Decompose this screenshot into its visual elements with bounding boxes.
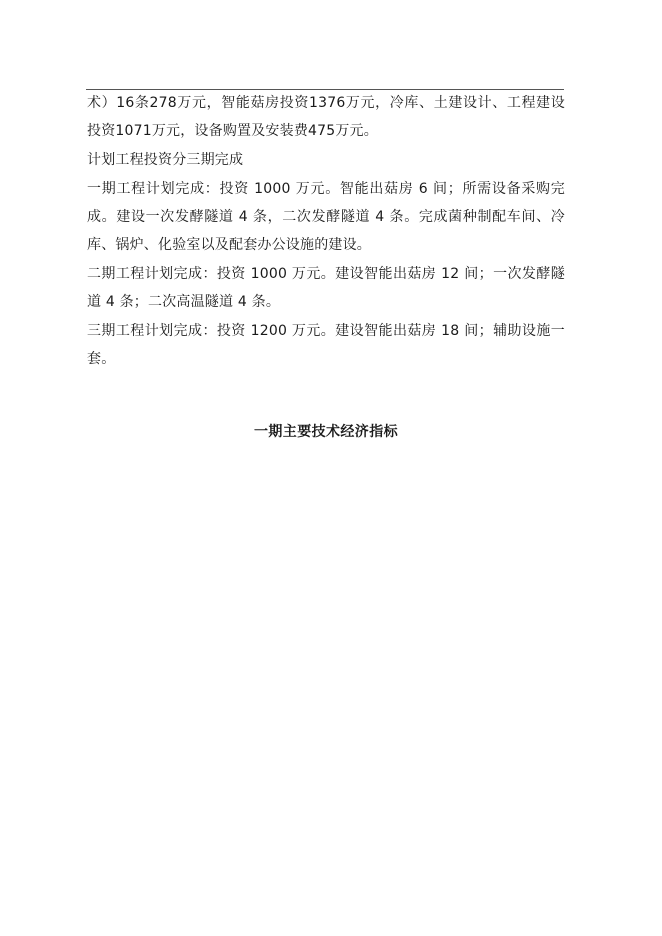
paragraph-phase-two: 二期工程计划完成：投资 1000 万元。建设智能出菇房 12 间；一次发酵隧道 4 条；二次高温隧道 4 条。 [87,266,565,310]
section-title: 一期主要技术经济指标 [254,424,398,440]
paragraph-phase-plan-heading: 计划工程投资分三期完成 [87,152,244,168]
paragraph-phase-three: 三期工程计划完成：投资 1200 万元。建设智能出菇房 18 间；辅助设施一套。 [87,323,565,367]
body-text [87,89,565,373]
paragraph-investment-summary: 术）16条278万元，智能菇房投资1376万元，冷库、土建设计、工程建设投资1071万元，设备购置及安装费475万元。 [87,95,565,139]
paragraph-phase-one: 一期工程计划完成：投资 1000 万元。智能出菇房 6 间；所需设备采购完成。建设一次发酵隧道 4 条，二次发酵隧道 4 条。完成菌种制配车间、冷库、锅炉、化验室以及配套办公设施的建设。 [87,181,565,253]
